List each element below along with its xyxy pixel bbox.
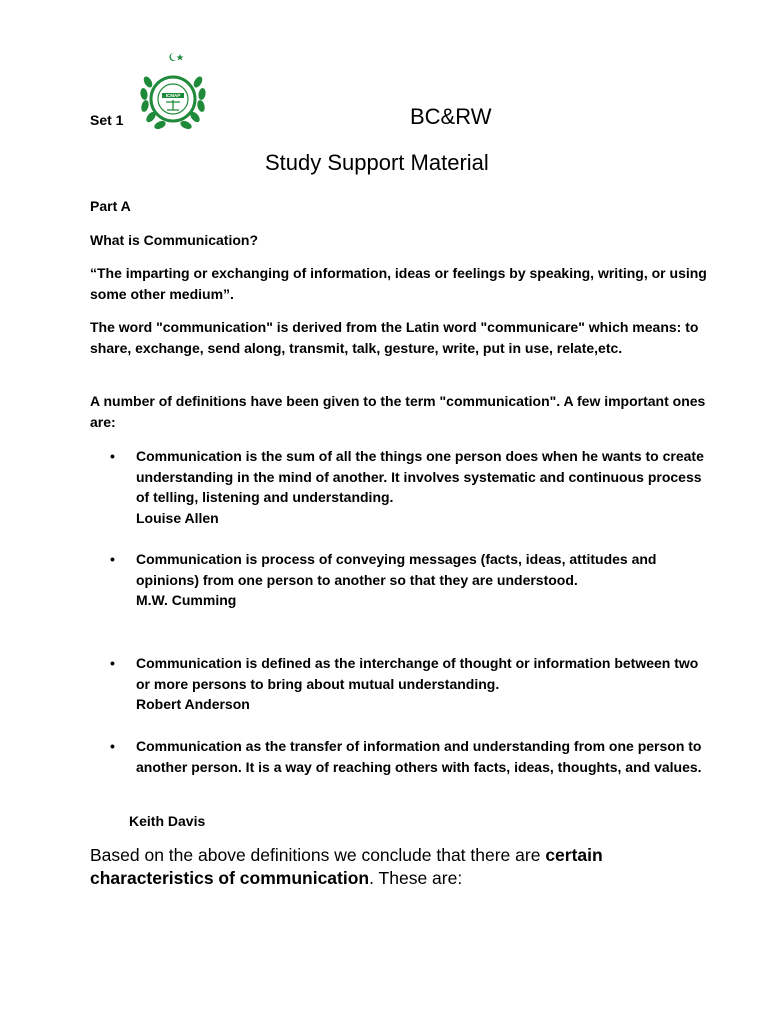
part-label: Part A (90, 198, 131, 214)
definition-text: Communication is process of conveying messages (facts, ideas, attitudes and opinions) from one person to another so that they are understood. M.W. Cumming (136, 551, 657, 608)
definition-author: Louise Allen (136, 509, 219, 526)
document-title: BC&RW (410, 104, 492, 129)
section-heading: What is Communication? (90, 232, 258, 248)
intro-paragraph: A number of definitions have been given to the term "communication". A few important ones are: (90, 393, 706, 430)
document-subtitle: Study Support Material (265, 150, 489, 175)
definition-author: Keith Davis (129, 813, 206, 829)
bullet-icon: • (110, 551, 115, 567)
definition-text: Communication is defined as the interchange of thought or information between two or more persons to bring about mutual understanding. Robert Anderson (136, 655, 699, 712)
bullet-icon: • (110, 448, 115, 464)
definition-quote: “The imparting or exchanging of information, ideas or feelings by speaking, writing, or using some other medium”. (90, 265, 707, 302)
definition-text: Communication is the sum of all the things one person does when he wants to create understanding in the mind of another. It involves systematic and continuous process of telling, listening and understanding. Louise Allen (136, 448, 704, 526)
etymology-paragraph: The word "communication" is derived from the Latin word "communicare" which means: to share, exchange, send along, transmit, talk, gesture, write, put in use, relate,etc. (90, 319, 699, 356)
definition-author: Robert Anderson (136, 696, 250, 712)
definition-text: Communication as the transfer of information and understanding from one person to another person. It is a way of reaching others with facts, ideas, thoughts, and values. (136, 738, 702, 775)
bullet-icon: • (110, 738, 115, 754)
conclusion-paragraph: Based on the above definitions we conclude that there are certain characteristics of communication. These are: (90, 845, 603, 888)
definition-author: M.W. Cumming (136, 592, 237, 608)
bullet-icon: • (110, 655, 115, 671)
set-label: Set 1 (90, 112, 124, 128)
emphasis-text: certain characteristics of communication (90, 845, 603, 888)
icmap-emblem-icon (136, 52, 210, 134)
svg-text:ICMAP: ICMAP (165, 93, 181, 99)
